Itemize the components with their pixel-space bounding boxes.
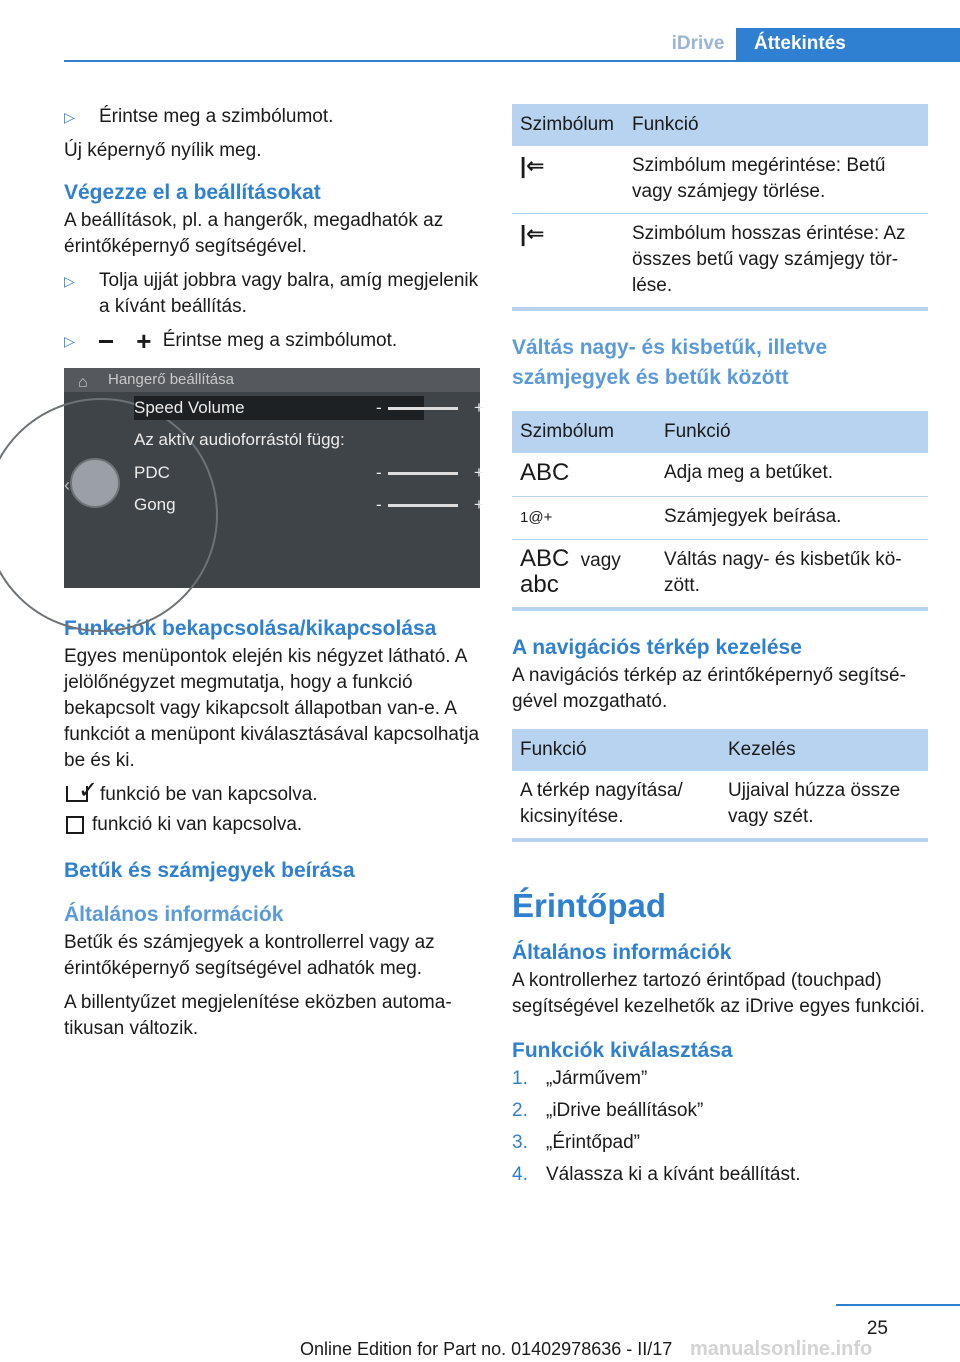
checkmark-icon: ✓ <box>78 777 99 805</box>
table-row <box>512 453 928 497</box>
heading-letters-digits: Betűk és számjegyek beírása <box>64 859 355 883</box>
table-cell <box>512 497 656 540</box>
footer-rule <box>836 1304 960 1306</box>
table-header-cell: Funkció <box>512 729 720 771</box>
left-column <box>64 104 484 1050</box>
vagy-text: vagy <box>580 550 621 571</box>
bullet-text: Tolja ujját jobbra vagy balra, amíg megjelenik a kívánt beállítás. <box>99 270 479 317</box>
edition-footer: Online Edition for Part no. 01402978636 - II/17 <box>300 1339 673 1359</box>
table-cell: Ujjaival húzza össze vagy szét. <box>728 780 901 827</box>
plus-icon: + <box>136 326 152 356</box>
table-header-cell: Kezelés <box>720 729 928 771</box>
table-cell <box>512 453 656 497</box>
heading-touchpad: Érintőpad <box>512 887 666 924</box>
steps-list <box>512 1066 928 1188</box>
plus-label: + <box>474 463 484 483</box>
bullet-minus-plus <box>64 328 480 354</box>
paragraph-general-1: Betűk és számjegyek a kontrollerrel vagy az érintőképernyő segítségével adhatók meg. <box>64 932 435 980</box>
table-cell <box>512 214 624 308</box>
minus-label: - <box>376 398 382 418</box>
heading-switch-case: Váltás nagy- és kisbetűk, illetve számjegyek és betűk között <box>512 336 828 389</box>
list-item <box>512 1130 928 1156</box>
table-header-row <box>512 729 928 771</box>
paragraph-settings: A beállítások, pl. a hangerők, megadhatók az érintőképernyő segítségével. <box>64 210 444 257</box>
abc-symbol: ABC <box>520 545 570 572</box>
heading-general-info-left: Általános információk <box>64 903 284 927</box>
volume-slider <box>388 407 458 410</box>
heading-nav-map: A navigációs térkép kezelése <box>512 636 802 659</box>
table-header-cell: Funkció <box>656 411 928 453</box>
row-label: Gong <box>134 495 176 515</box>
numbers-symbols-icon: 1@+ <box>520 509 553 526</box>
row-audio-source <box>134 428 424 452</box>
table-cell: Szimbólum hosszas érintése: Az összes betű vagy számjegy törlése. <box>632 223 906 296</box>
table-header-cell: Szimbólum <box>512 411 656 453</box>
plus-label: + <box>474 495 484 515</box>
minus-label: - <box>376 463 382 483</box>
paragraph-touchpad: A kontrollerhez tartozó érintőpad (touchpad) segítségével kezelhetők az iDrive egyes funkciói. <box>512 970 925 1017</box>
row-label: Az aktív audioforrástól függ: <box>134 430 345 450</box>
line-unchecked-text: funkció ki van kapcsolva. <box>92 814 303 836</box>
line-checked-text: funkció be van kapcsolva. <box>100 784 318 806</box>
page-number: 25 <box>866 1318 888 1339</box>
triangle-bullet-icon: ▷ <box>64 109 75 125</box>
table-header-row <box>512 411 928 453</box>
paragraph-nav-map: A navigációs térkép az érintőképernyő segítségével mozgatható. <box>512 665 906 712</box>
step-number: 1. <box>512 1068 528 1089</box>
table-cell: Szimbólum megérintése: Betű vagy számjegy törlése. <box>624 146 928 214</box>
row-gong <box>134 493 484 517</box>
table-cell <box>512 540 656 608</box>
table-map-gestures <box>512 729 928 838</box>
heading-settings: Végezze el a beállításokat <box>64 181 321 204</box>
volume-slider <box>388 504 458 507</box>
paragraph-new-screen: Új képernyő nyílik meg. <box>64 140 262 161</box>
line-unchecked <box>64 812 480 842</box>
list-item <box>512 1162 928 1188</box>
step-number: 4. <box>512 1164 528 1185</box>
minus-icon <box>99 340 113 343</box>
watermark: manualsonline.info <box>690 1338 873 1360</box>
table-cell: Váltás nagy- és kisbetűk között. <box>664 549 902 596</box>
back-chevron-icon: ‹ <box>64 475 70 496</box>
paragraph-general-2: A billentyűzet megjelenítése eközben automatikusan változik. <box>64 992 452 1040</box>
table-delete-symbols <box>512 104 928 307</box>
heading-general-info-right: Általános információk <box>512 941 732 964</box>
heading-select-functions: Funkciók kiválasztása <box>512 1039 733 1062</box>
step-number: 3. <box>512 1132 528 1153</box>
table-row <box>512 146 928 214</box>
unchecked-box-icon <box>66 816 84 834</box>
table-row <box>512 540 928 608</box>
backspace-icon: |⇐ <box>520 153 545 178</box>
abc-symbol: ABC <box>520 459 570 486</box>
volume-slider <box>388 472 458 475</box>
table-header-row <box>512 104 928 146</box>
step-number: 2. <box>512 1100 528 1121</box>
tab-overview[interactable]: Áttekintés <box>736 28 960 62</box>
list-item <box>512 1066 928 1092</box>
table-cell <box>512 146 624 214</box>
table-switch-symbols <box>512 411 928 607</box>
table-row <box>512 214 928 308</box>
right-column <box>512 104 928 1194</box>
heading-functions-toggle: Funkciók bekapcsolása/kikapcsolása <box>64 617 437 641</box>
paragraph-functions-toggle: Egyes menüpontok elején kis négyzet látható. A jelölőnégyzet megmutatja, hogy a funkció bekapcsolt vagy kikapcsolt állapotban van-e. A funkciót a menüpont kiválasztásával kapcsolhatja be és ki. <box>64 646 480 772</box>
home-icon: ⌂ <box>78 374 88 392</box>
minus-label: - <box>376 495 382 515</box>
triangle-bullet-icon: ▷ <box>64 273 75 289</box>
table-header-cell: Szimbólum <box>512 104 624 146</box>
tab-idrive[interactable]: iDrive <box>671 33 725 54</box>
row-label: PDC <box>134 463 170 483</box>
bullet-text: Érintse meg a szimbólumot. <box>162 330 398 352</box>
line-checked <box>64 777 480 812</box>
row-label: Speed Volume <box>134 398 245 418</box>
row-pdc <box>134 461 484 485</box>
volume-settings-screenshot <box>64 368 484 588</box>
plus-label: + <box>474 398 484 418</box>
bullet-swipe <box>64 268 480 320</box>
screen-title: Hangerő beállítása <box>108 371 234 389</box>
backspace-icon: |⇐ <box>520 221 545 246</box>
abc-lower-symbol: abc <box>520 571 559 598</box>
list-item <box>512 1098 928 1124</box>
bullet-touch-symbol <box>64 104 480 130</box>
table-cell: Adja meg a betűket. <box>656 453 928 497</box>
table-cell: Számjegyek beírása. <box>656 497 928 540</box>
table-row <box>512 771 928 838</box>
triangle-bullet-icon: ▷ <box>64 333 75 349</box>
table-row <box>512 497 928 540</box>
step-text: „iDrive beállítások” <box>546 1100 704 1121</box>
step-text: „Érintőpad” <box>546 1132 640 1153</box>
row-speed-volume <box>134 396 484 420</box>
step-text: Válassza ki a kívánt beállítást. <box>546 1164 801 1185</box>
controller-knob-icon <box>70 458 120 508</box>
table-cell: A térkép nagyítása/ kicsinyítése. <box>520 780 683 827</box>
step-text: „Járművem” <box>546 1068 648 1089</box>
bullet-text: Érintse meg a szimbólumot. <box>99 106 334 127</box>
table-header-cell: Funkció <box>624 104 928 146</box>
header-rule <box>64 60 960 62</box>
